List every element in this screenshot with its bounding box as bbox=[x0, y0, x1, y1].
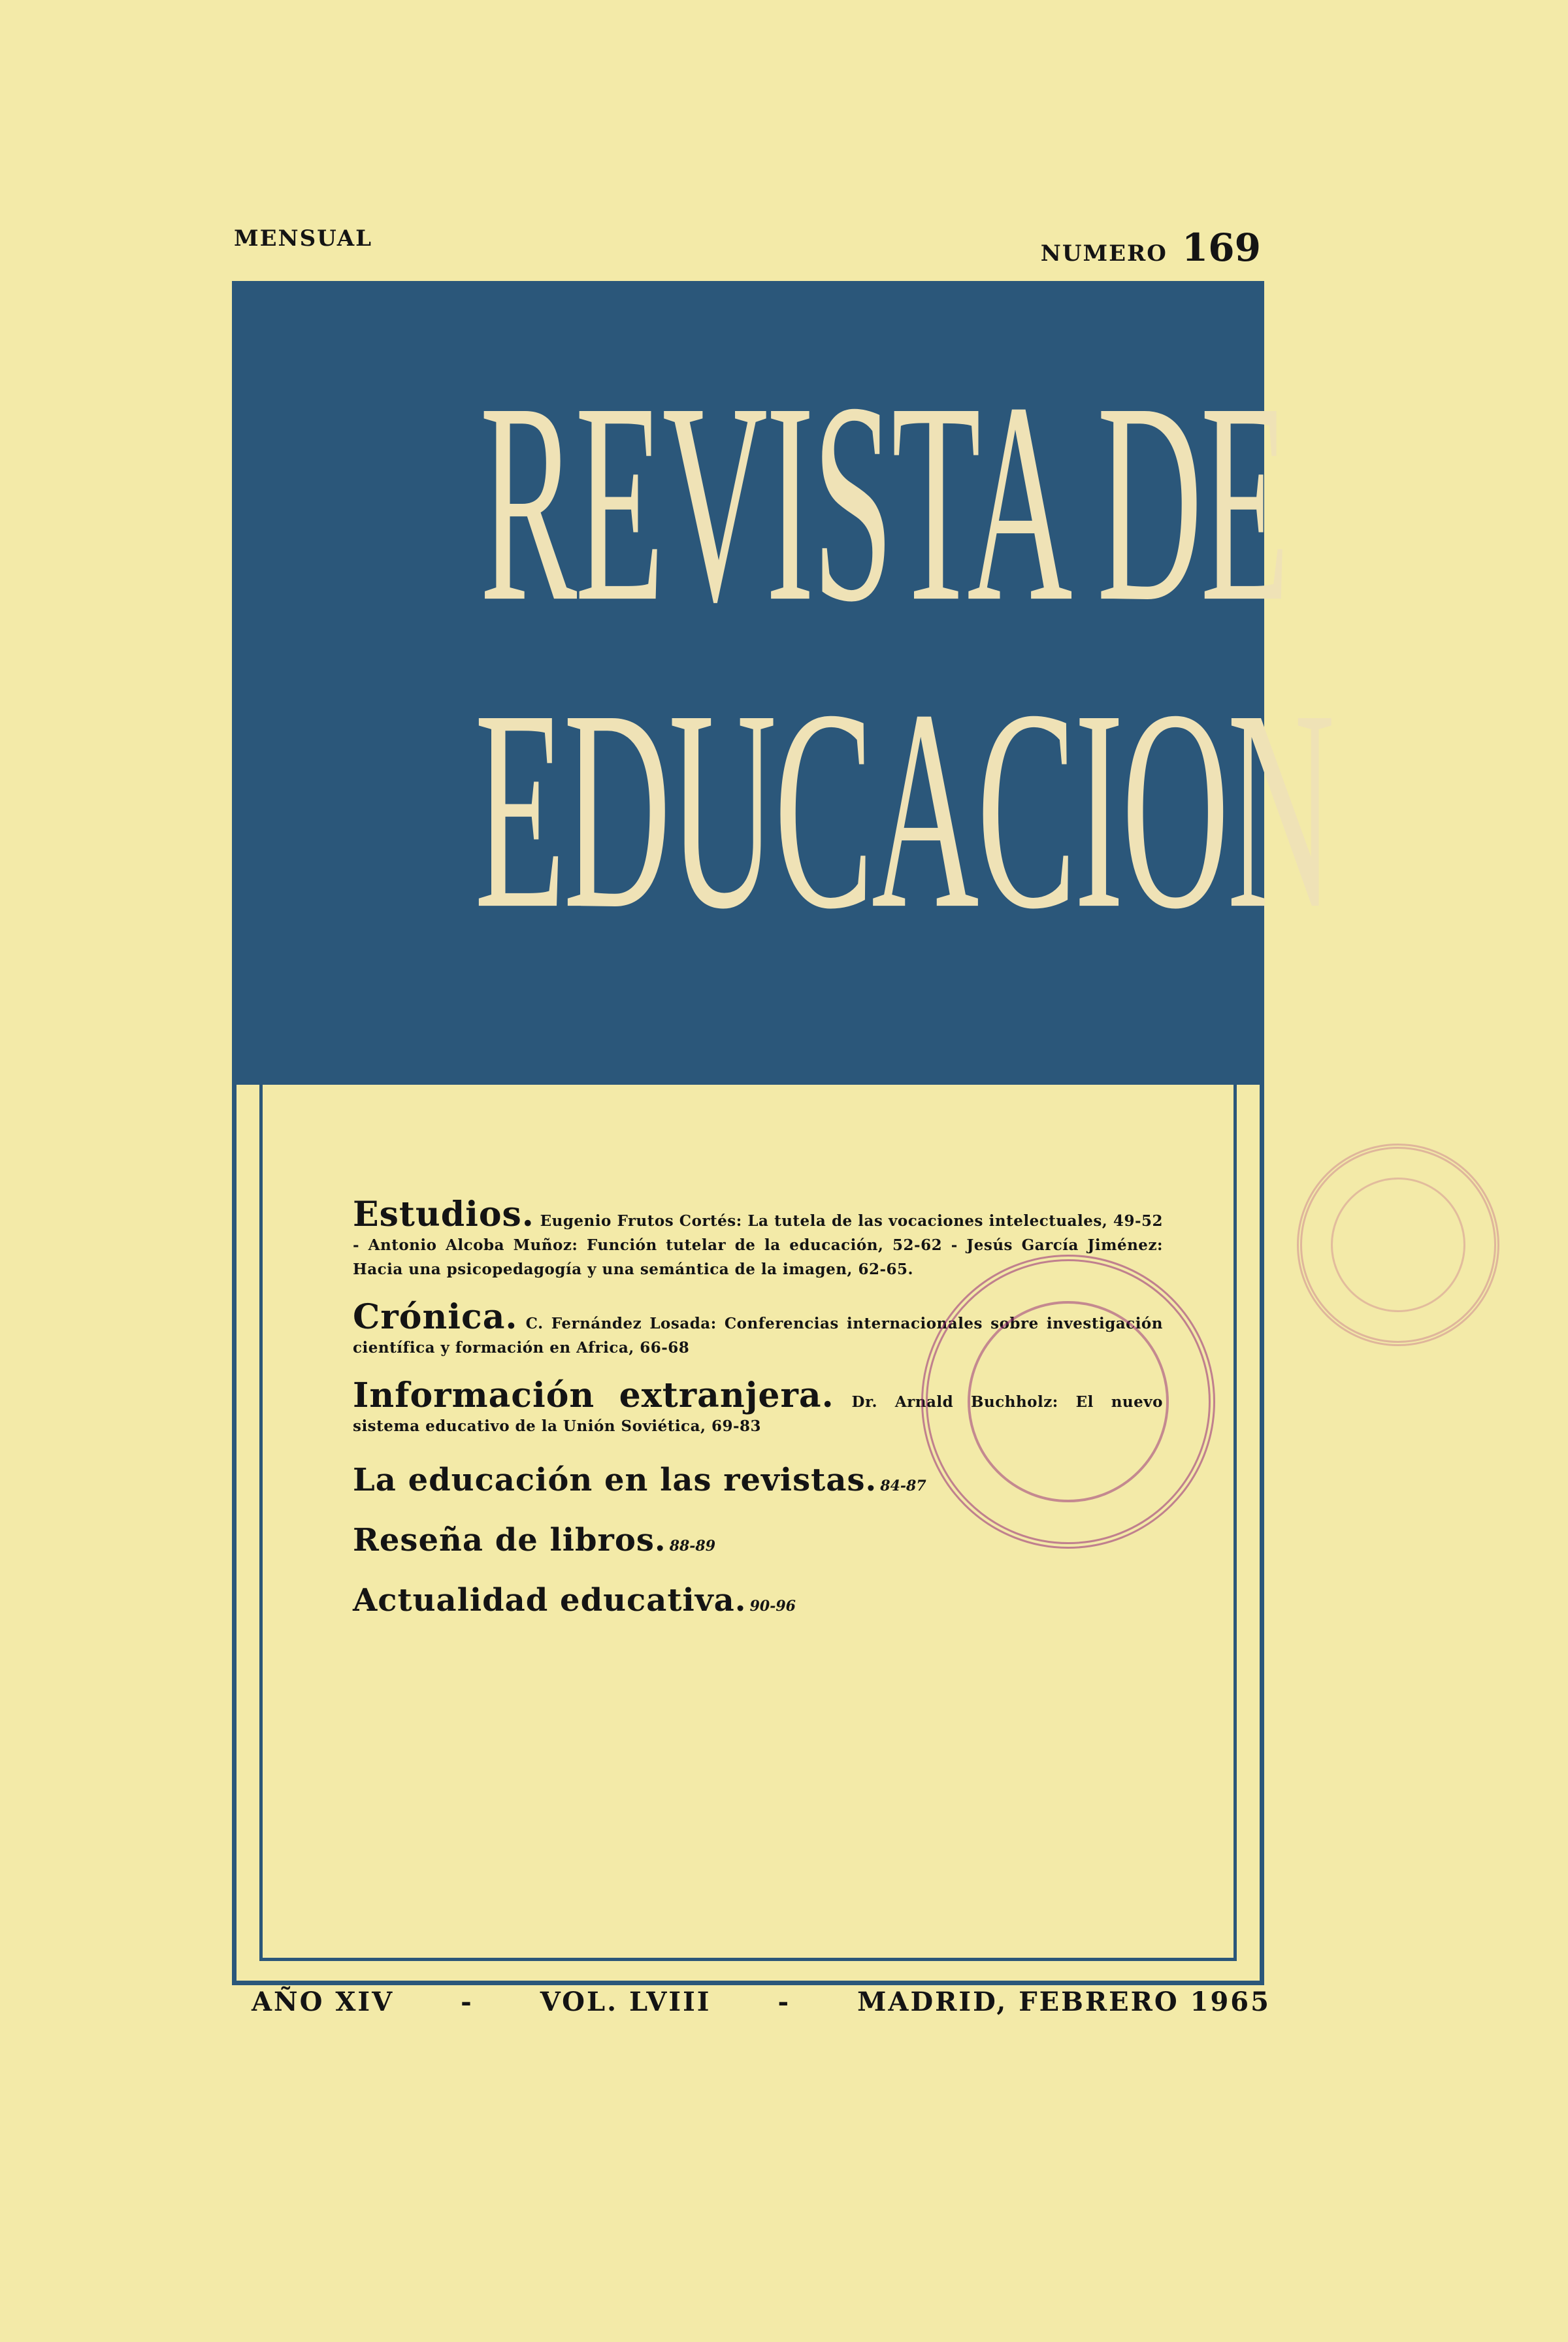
section-actualidad-educativa bbox=[353, 1582, 1163, 1619]
issue-number-value: 169 bbox=[1181, 225, 1261, 270]
footer-separator: - bbox=[777, 1987, 791, 2017]
footer-separator: - bbox=[461, 1987, 474, 2017]
footer-line bbox=[252, 1987, 1271, 2017]
footer-year: AÑO XIV bbox=[252, 1987, 395, 2017]
footer-volume: VOL. LVIII bbox=[540, 1987, 711, 2017]
library-seal-icon bbox=[921, 1255, 1215, 1549]
section-heading: Estudios. bbox=[353, 1195, 534, 1234]
frequency-label: MENSUAL bbox=[234, 225, 373, 252]
section-heading: La educación en las revistas. bbox=[353, 1462, 877, 1498]
section-pages: 90-96 bbox=[749, 1598, 796, 1615]
section-heading: Crónica. bbox=[353, 1297, 518, 1337]
issue-number bbox=[1041, 225, 1261, 270]
section-heading: Reseña de libros. bbox=[353, 1522, 666, 1559]
title-line-1: REVISTA DE bbox=[480, 344, 1288, 662]
section-heading: Información extranjera. bbox=[353, 1376, 834, 1415]
section-text: C. Fernández Losada: Conferencias internacionales sobre investigación científica y formación en Africa, 66-68 bbox=[353, 1315, 1163, 1357]
section-text: Dr. Arnald Buchholz: El nuevo sistema educativo de la Unión Soviética, 69-83 bbox=[353, 1393, 1163, 1435]
title-block bbox=[232, 281, 1333, 1085]
footer-place-date: MADRID, FEBRERO 1965 bbox=[857, 1987, 1271, 2017]
section-pages: 88-89 bbox=[669, 1538, 716, 1555]
issue-number-label: NUMERO bbox=[1040, 240, 1168, 267]
section-heading: Actualidad educativa. bbox=[353, 1582, 747, 1619]
title-line-2: EDUCACION bbox=[474, 651, 1333, 969]
section-text: Eugenio Frutos Cortés: La tutela de las vocaciones intelectuales, 49-52 - Antonio Alcoba Muñoz: Función tutelar de la educación, 52-62 - Jesús García Jiménez: Hacia una psicopedagogía y una semántica de la imagen, 62-65. bbox=[353, 1212, 1163, 1278]
section-pages: 84-87 bbox=[880, 1477, 926, 1494]
secondary-seal-icon bbox=[1297, 1144, 1499, 1346]
